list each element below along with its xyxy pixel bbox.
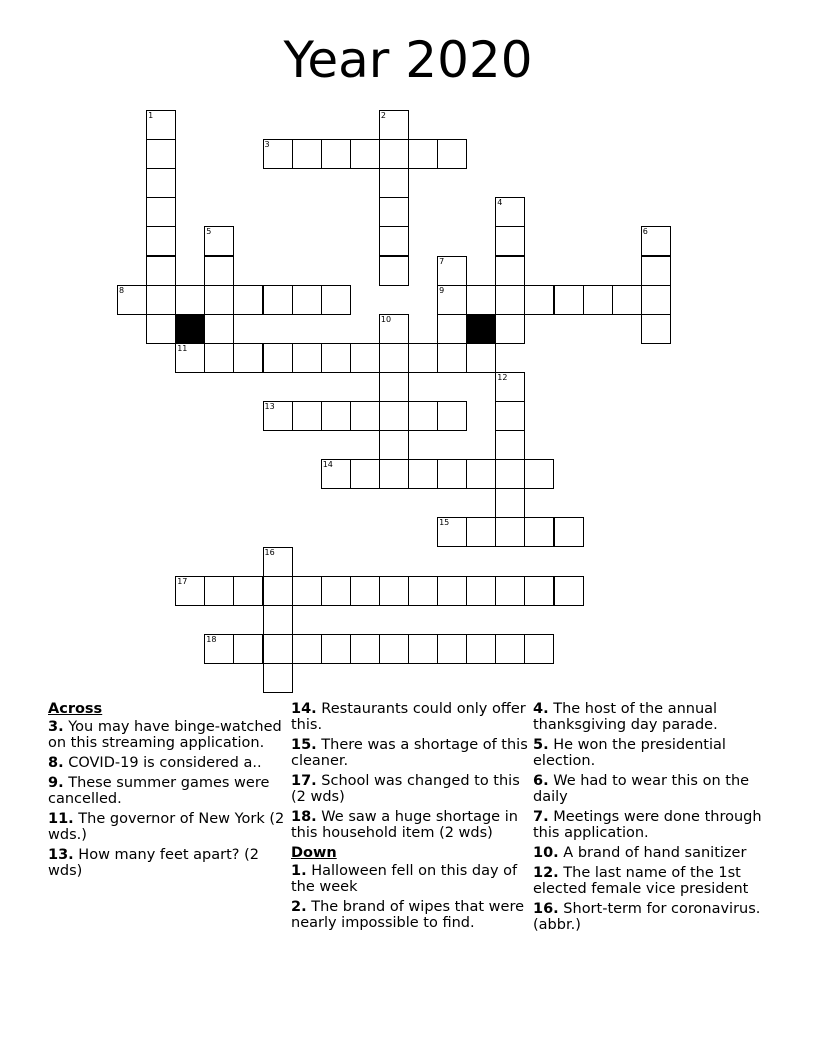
crossword-cell[interactable]	[495, 226, 525, 256]
crossword-cell[interactable]	[321, 285, 351, 315]
crossword-cell[interactable]	[495, 430, 525, 460]
down-heading: Down	[291, 845, 337, 861]
crossword-cell[interactable]	[495, 576, 525, 606]
clue-across-13: 13. How many feet apart? (2 wds)	[48, 847, 259, 879]
crossword-cell[interactable]	[204, 314, 234, 344]
crossword-cell[interactable]	[292, 401, 322, 431]
crossword-cell[interactable]	[437, 634, 467, 664]
crossword-cell[interactable]	[641, 285, 671, 315]
clue-across-11: 11. The governor of New York (2 wds.)	[48, 811, 285, 843]
crossword-cell[interactable]	[204, 256, 234, 286]
crossword-cell[interactable]	[437, 517, 467, 547]
crossword-cell[interactable]	[146, 139, 176, 169]
crossword-cell[interactable]	[554, 517, 584, 547]
clue-across-15: 15. There was a shortage of this cleaner.	[291, 737, 528, 769]
crossword-cell[interactable]	[466, 576, 496, 606]
clue-across-3: 3. You may have binge-watched on this streaming application.	[48, 719, 282, 751]
clue-down-2: 2. The brand of wipes that were nearly impossible to find.	[291, 899, 525, 931]
crossword-cell[interactable]	[524, 517, 554, 547]
clue-down-12: 12. The last name of the 1st elected female vice president	[533, 865, 749, 897]
crossword-cell[interactable]	[524, 285, 554, 315]
crossword-cell[interactable]	[146, 110, 176, 140]
crossword-cell[interactable]	[321, 139, 351, 169]
crossword-cell[interactable]	[408, 576, 438, 606]
clue-number: 12	[497, 372, 508, 382]
crossword-cell[interactable]	[495, 285, 525, 315]
clue-number: 15	[439, 518, 450, 528]
crossword-cell[interactable]	[292, 285, 322, 315]
crossword-cell[interactable]	[379, 168, 409, 198]
clue-number: 10	[380, 314, 392, 324]
crossword-cell[interactable]	[263, 401, 293, 431]
crossword-cell[interactable]	[495, 634, 525, 664]
crossword-cell[interactable]	[146, 314, 176, 344]
crossword-cell[interactable]	[583, 285, 613, 315]
crossword-cell[interactable]	[495, 372, 525, 402]
clue-number: 4	[497, 198, 503, 208]
crossword-cell[interactable]	[379, 576, 409, 606]
crossword-cell[interactable]	[175, 576, 205, 606]
crossword-cell[interactable]	[321, 401, 351, 431]
clue-number: 3	[264, 140, 270, 150]
crossword-cell[interactable]	[437, 285, 467, 315]
clue-across-14: 14. Restaurants could only offer this.	[291, 701, 526, 733]
crossword-block-cell	[175, 314, 205, 344]
clue-down-4: 4. The host of the annual thanksgiving day parade.	[533, 701, 718, 733]
crossword-cell[interactable]	[292, 634, 322, 664]
crossword-cell[interactable]	[233, 285, 263, 315]
crossword-cell[interactable]	[117, 285, 147, 315]
crossword-cell[interactable]	[437, 459, 467, 489]
crossword-cell[interactable]	[466, 634, 496, 664]
crossword-cell[interactable]	[379, 372, 409, 402]
crossword-cell[interactable]	[204, 576, 234, 606]
across-heading: Across	[48, 701, 103, 717]
clue-number: 2	[380, 111, 386, 120]
crossword-cell[interactable]	[379, 226, 409, 256]
crossword-cell[interactable]	[641, 226, 671, 256]
crossword-cell[interactable]	[146, 226, 176, 256]
crossword-cell[interactable]	[408, 401, 438, 431]
clue-across-9: 9. These summer games were cancelled.	[48, 775, 270, 807]
crossword-cell[interactable]	[554, 285, 584, 315]
clue-number: 1	[148, 111, 154, 120]
crossword-cell[interactable]	[495, 197, 525, 227]
crossword-cell[interactable]	[495, 256, 525, 286]
clue-number: 13	[264, 402, 275, 411]
crossword-cell[interactable]	[204, 226, 234, 256]
crossword-cell[interactable]	[350, 401, 380, 431]
crossword-cell[interactable]	[146, 197, 176, 227]
puzzle-title: Year 2020	[283, 31, 533, 89]
crossword-cell[interactable]	[466, 517, 496, 547]
crossword-cell[interactable]	[379, 343, 409, 373]
crossword-cell[interactable]	[379, 401, 409, 431]
crossword-cell[interactable]	[379, 197, 409, 227]
crossword-cell[interactable]	[263, 576, 293, 606]
crossword-cell[interactable]	[321, 459, 351, 489]
crossword-cell[interactable]	[408, 343, 438, 373]
clue-number: 17	[177, 576, 188, 586]
crossword-cell[interactable]	[350, 634, 380, 664]
crossword-cell[interactable]	[408, 459, 438, 489]
crossword-cell[interactable]	[146, 168, 176, 198]
crossword-cell[interactable]	[350, 343, 380, 373]
clue-number: 11	[177, 343, 188, 353]
clue-number: 16	[264, 547, 275, 557]
crossword-cell[interactable]	[233, 343, 263, 373]
crossword-cell[interactable]	[292, 343, 322, 373]
crossword-cell[interactable]	[466, 285, 496, 315]
crossword-cell[interactable]	[321, 343, 351, 373]
clue-down-7: 7. Meetings were done through this application.	[533, 809, 762, 841]
crossword-cell[interactable]	[437, 343, 467, 373]
crossword-cell[interactable]	[263, 285, 293, 315]
crossword-cell[interactable]	[379, 256, 409, 286]
crossword-cell[interactable]	[146, 285, 176, 315]
crossword-cell[interactable]	[437, 256, 467, 286]
clue-number: 18	[206, 634, 217, 644]
crossword-cell[interactable]	[466, 459, 496, 489]
clue-number: 14	[322, 460, 333, 470]
crossword-cell[interactable]	[292, 576, 322, 606]
crossword-cell[interactable]	[263, 547, 293, 577]
crossword-cell[interactable]	[495, 314, 525, 344]
crossword-cell[interactable]	[524, 459, 554, 489]
crossword-cell[interactable]	[204, 343, 234, 373]
crossword-cell[interactable]	[437, 576, 467, 606]
crossword-cell[interactable]	[379, 314, 409, 344]
crossword-cell[interactable]	[437, 314, 467, 344]
crossword-cell[interactable]	[204, 285, 234, 315]
crossword-cell[interactable]	[641, 314, 671, 344]
crossword-cell[interactable]	[263, 634, 293, 664]
clue-column-1	[48, 701, 286, 883]
crossword-cell[interactable]	[379, 430, 409, 460]
crossword-cell[interactable]	[495, 517, 525, 547]
clue-down-1: 1. Halloween fell on this day of the week	[291, 863, 518, 895]
crossword-cell[interactable]	[437, 401, 467, 431]
crossword-cell[interactable]	[495, 459, 525, 489]
crossword-cell[interactable]	[495, 488, 525, 518]
crossword-cell[interactable]	[321, 634, 351, 664]
clue-across-17: 17. School was changed to this (2 wds)	[291, 773, 520, 805]
crossword-cell[interactable]	[524, 634, 554, 664]
crossword-cell[interactable]	[524, 576, 554, 606]
crossword-cell[interactable]	[146, 256, 176, 286]
crossword-cell[interactable]	[408, 634, 438, 664]
crossword-cell[interactable]	[175, 285, 205, 315]
clue-number: 9	[439, 285, 445, 295]
crossword-cell[interactable]	[379, 139, 409, 169]
clue-down-5: 5. He won the presidential election.	[533, 737, 726, 769]
clue-column-3	[533, 701, 771, 937]
crossword-cell[interactable]	[408, 139, 438, 169]
crossword-cell[interactable]	[263, 605, 293, 635]
clue-column-2	[291, 701, 529, 935]
crossword-cell[interactable]	[641, 256, 671, 286]
crossword-cell[interactable]	[495, 401, 525, 431]
clue-number: 5	[206, 227, 212, 237]
crossword-cell[interactable]	[233, 634, 263, 664]
clue-down-16: 16. Short-term for coronavirus. (abbr.)	[533, 901, 761, 933]
crossword-cell[interactable]	[379, 634, 409, 664]
crossword-cell[interactable]	[350, 459, 380, 489]
crossword-cell[interactable]	[292, 139, 322, 169]
clue-down-10: 10. A brand of hand sanitizer	[533, 845, 747, 861]
crossword-cell[interactable]	[350, 576, 380, 606]
crossword-cell[interactable]	[379, 110, 409, 140]
crossword-cell[interactable]	[321, 576, 351, 606]
crossword-cell[interactable]	[350, 139, 380, 169]
crossword-cell[interactable]	[263, 663, 293, 693]
crossword-cell[interactable]	[233, 576, 263, 606]
crossword-cell[interactable]	[204, 634, 234, 664]
crossword-cell[interactable]	[263, 343, 293, 373]
crossword-cell[interactable]	[263, 139, 293, 169]
crossword-cell[interactable]	[437, 139, 467, 169]
crossword-cell[interactable]	[175, 343, 205, 373]
crossword-cell[interactable]	[466, 343, 496, 373]
clue-number: 6	[642, 227, 648, 237]
clue-across-8: 8. COVID-19 is considered a..	[48, 755, 262, 771]
clue-down-6: 6. We had to wear this on the daily	[533, 773, 750, 805]
crossword-cell[interactable]	[554, 576, 584, 606]
clue-number: 7	[439, 256, 445, 266]
crossword-cell[interactable]	[379, 459, 409, 489]
crossword-block-cell	[466, 314, 496, 344]
crossword-cell[interactable]	[612, 285, 642, 315]
clue-across-18: 18. We saw a huge shortage in this household item (2 wds)	[291, 809, 518, 841]
clue-number: 8	[119, 285, 125, 295]
